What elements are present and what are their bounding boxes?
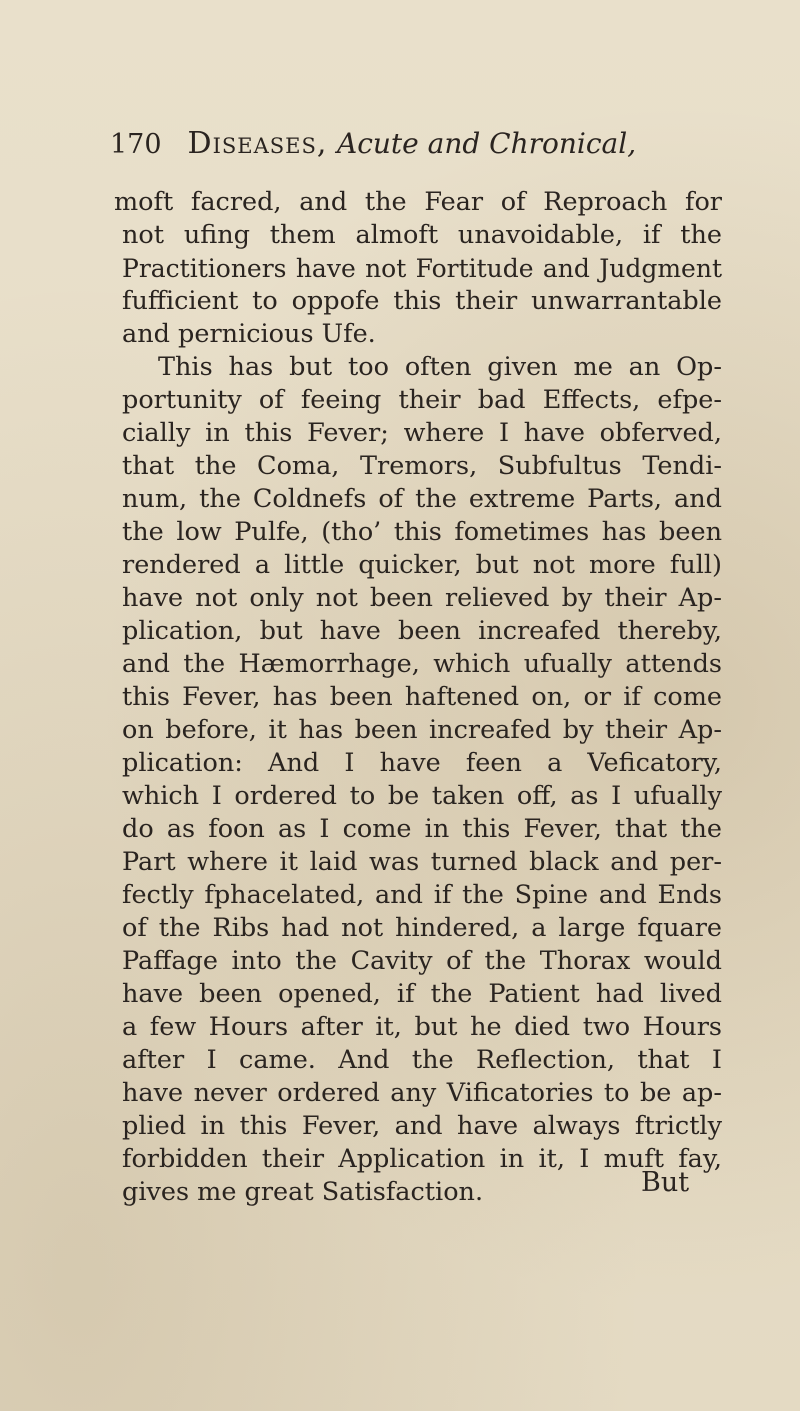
text-line: have not only not been relieved by their Ap- xyxy=(122,583,722,613)
text-line: Practitioners have not Fortitude and Judgment xyxy=(122,254,722,283)
text-line: have never ordered any Vificatories to be ap- xyxy=(122,1078,722,1108)
text-line: after I came. And the Reflection, that I xyxy=(122,1045,722,1075)
running-header xyxy=(110,120,710,168)
text-line: which I ordered to be taken off, as I ufually xyxy=(122,781,722,811)
running-title-italic: Acute and Chronical, xyxy=(336,127,637,160)
text-line: num, the Coldnefs of the extreme Parts, and xyxy=(122,484,722,514)
text-line: Part where it laid was turned black and per- xyxy=(122,847,722,877)
text-line: fufficient to oppofe this their unwarrantable xyxy=(122,286,722,316)
running-title: Diseases, xyxy=(187,126,328,161)
catchword: But xyxy=(641,1167,690,1198)
text-line: on before, it has been increafed by their Ap- xyxy=(122,715,722,745)
text-line: and the Hæmorrhage, which ufually attends xyxy=(122,649,722,679)
text-line: of the Ribs had not hindered, a large fquare xyxy=(122,913,722,943)
text-line: plication, but have been increafed thereby, xyxy=(122,616,722,646)
text-line: Paffage into the Cavity of the Thorax would xyxy=(122,946,722,976)
text-line: have been opened, if the Patient had lived xyxy=(122,979,722,1009)
text-line: This has but too often given me an Op- xyxy=(158,352,722,382)
page-number: 170 xyxy=(110,129,162,160)
body-text xyxy=(114,186,722,1209)
text-line: do as foon as I come in this Fever, that the xyxy=(122,814,722,844)
text-line: gives me great Satisfaction. xyxy=(122,1177,484,1207)
text-line: forbidden their Application in it, I muft fay, xyxy=(122,1144,722,1174)
text-line: this Fever, has been haftened on, or if come xyxy=(122,682,722,712)
text-line: fectly fphacelated, and if the Spine and Ends xyxy=(122,880,722,910)
text-line: portunity of feeing their bad Effects, efpe- xyxy=(122,385,722,415)
text-line: the low Pulfe, (tho’ this fometimes has been xyxy=(122,517,722,547)
text-line: that the Coma, Tremors, Subfultus Tendi- xyxy=(122,451,722,481)
text-line: not ufing them almoft unavoidable, if the xyxy=(122,220,722,250)
text-line: moft facred, and the Fear of Reproach for xyxy=(114,187,722,217)
text-line: and pernicious Ufe. xyxy=(122,319,376,349)
text-line: a few Hours after it, but he died two Hours xyxy=(122,1012,722,1042)
text-line: plication: And I have feen a Veficatory, xyxy=(122,748,722,778)
text-line: plied in this Fever, and have always ftrictly xyxy=(122,1111,722,1141)
text-line: rendered a little quicker, but not more full) xyxy=(122,550,722,580)
text-line: cially in this Fever; where I have obferved, xyxy=(122,418,722,448)
